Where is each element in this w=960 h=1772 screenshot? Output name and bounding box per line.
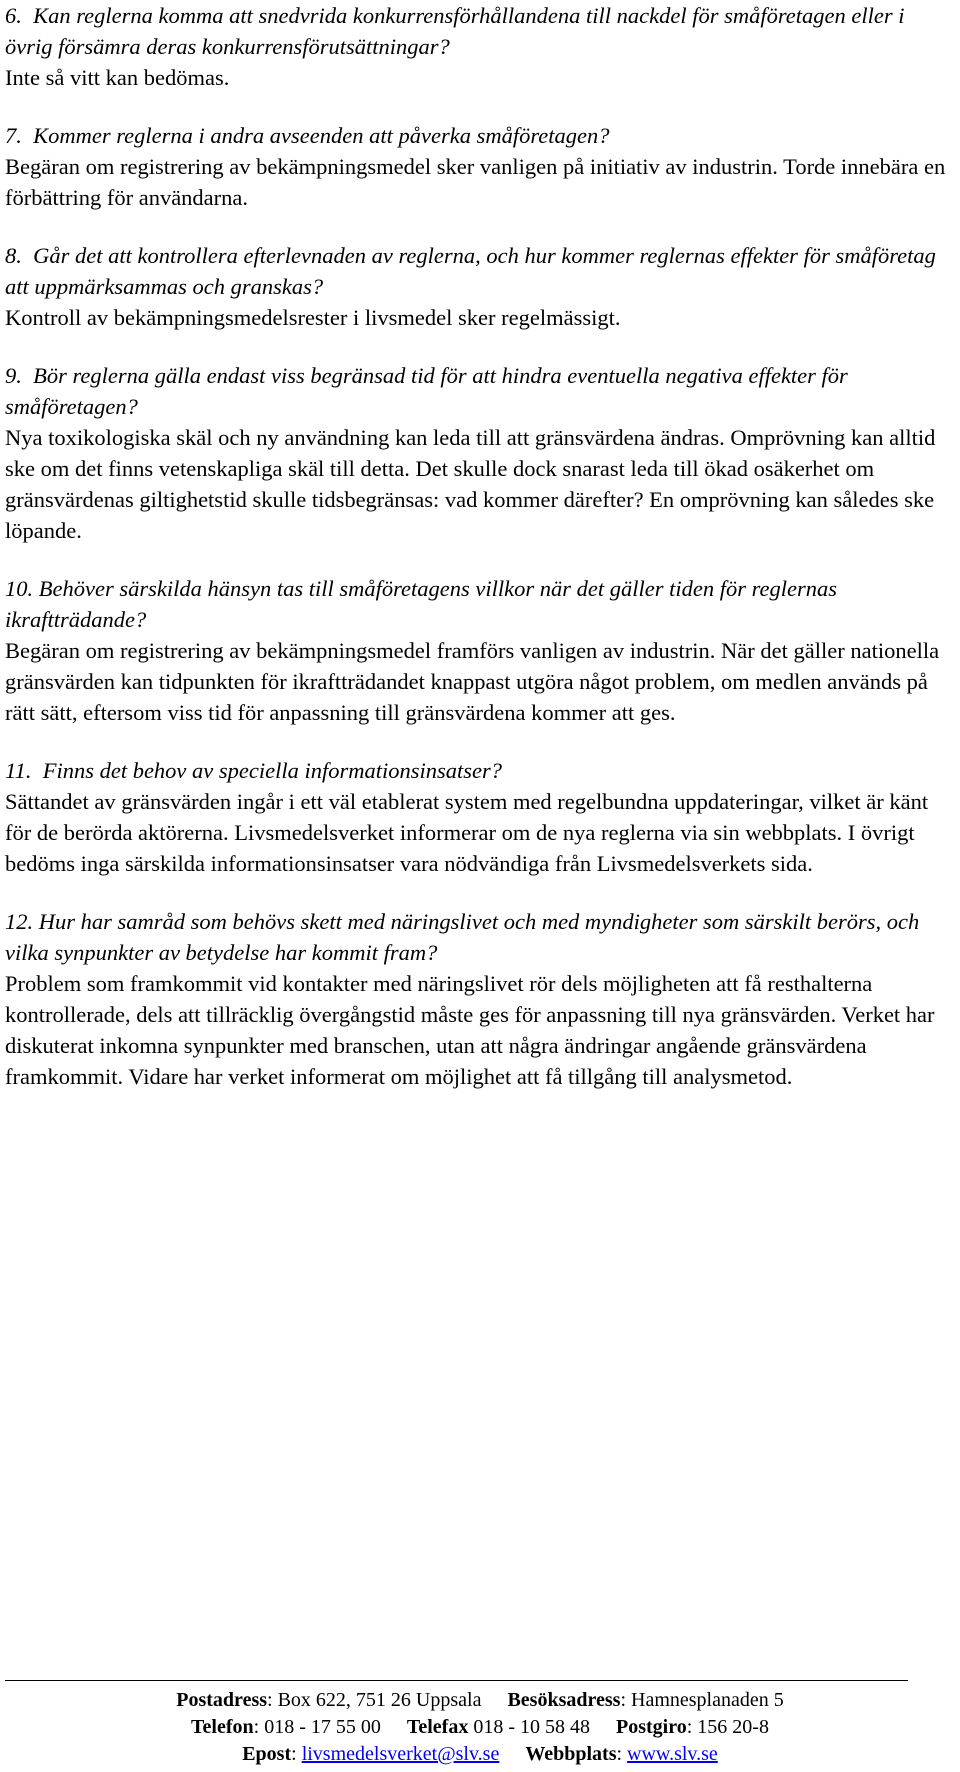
section-12 bbox=[5, 906, 950, 1092]
footer-address-line bbox=[0, 1687, 960, 1714]
webbplats-link[interactable]: www.slv.se bbox=[627, 1743, 718, 1765]
epost-label: Epost bbox=[242, 1743, 292, 1765]
telefax-value: 018 - 10 58 48 bbox=[468, 1716, 591, 1738]
telefon-value: : 018 - 17 55 00 bbox=[253, 1716, 381, 1738]
section-11 bbox=[5, 755, 950, 879]
answer-7: Begäran om registrering av bekämpningsmedel sker vanligen på initiativ av industrin. Torde innebära en förbättring för användarna. bbox=[5, 154, 951, 210]
besoksadress-label: Besöksadress bbox=[507, 1689, 621, 1711]
telefon-label: Telefon bbox=[191, 1716, 254, 1738]
postadress-value: : Box 622, 751 26 Uppsala bbox=[267, 1689, 482, 1711]
webbplats-colon: : bbox=[616, 1743, 628, 1765]
question-11: 11. Finns det behov av speciella informationsinsatser? bbox=[5, 758, 503, 783]
besoksadress-value: : Hamnesplanaden 5 bbox=[620, 1689, 784, 1711]
question-6: 6. Kan reglerna komma att snedvrida konkurrensförhållandena till nackdel för småföretagen eller i övrig försämra deras konkurrensförutsättningar? bbox=[5, 3, 911, 59]
footer-contact-line bbox=[0, 1741, 960, 1768]
footer-divider bbox=[5, 1680, 908, 1681]
epost-link[interactable]: livsmedelsverket@slv.se bbox=[301, 1743, 500, 1765]
footer bbox=[0, 1687, 960, 1768]
question-7: 7. Kommer reglerna i andra avseenden att påverka småföretagen? bbox=[5, 123, 610, 148]
question-9: 9. Bör reglerna gälla endast viss begränsad tid för att hindra eventuella negativa effekter för småföretagen? bbox=[5, 363, 854, 419]
question-8: 8. Går det att kontrollera efterlevnaden av reglerna, och hur kommer reglernas effekter för småföretag att uppmärksammas och granskas? bbox=[5, 243, 942, 299]
telefax-label: Telefax bbox=[406, 1716, 469, 1738]
answer-11: Sättandet av gränsvärden ingår i ett väl etablerat system med regelbundna uppdateringar, vilket är känt för de berörda aktörerna. Livsmedelsverket informerar om de nya reglerna via sin webbplats. I övrigt bedöms inga särskilda informationsinsatser vara nödvändiga från Livsmedelsverkets sida. bbox=[5, 789, 934, 876]
section-10 bbox=[5, 573, 950, 728]
question-12: 12. Hur har samråd som behövs skett med näringslivet och med myndigheter som särskilt berörs, och vilka synpunkter av betydelse har kommit fram? bbox=[5, 909, 925, 965]
answer-6: Inte så vitt kan bedömas. bbox=[5, 65, 230, 90]
postadress-label: Postadress bbox=[176, 1689, 268, 1711]
postgiro-label: Postgiro bbox=[616, 1716, 687, 1738]
document-body bbox=[5, 0, 950, 1119]
section-6 bbox=[5, 0, 950, 93]
answer-10: Begäran om registrering av bekämpningsmedel framförs vanligen av industrin. När det gäller nationella gränsvärden kan tidpunkten för ikraftträdandet knappast utgöra något problem, om medlen används på rätt sätt, eftersom viss tid för anpassning till gränsvärdena kommer att ges. bbox=[5, 638, 945, 725]
webbplats-label: Webbplats bbox=[525, 1743, 617, 1765]
footer-phone-line bbox=[0, 1714, 960, 1741]
question-10: 10. Behöver särskilda hänsyn tas till småföretagens villkor när det gäller tiden för reglernas ikraftträdande? bbox=[5, 576, 843, 632]
postgiro-value: : 156 20-8 bbox=[686, 1716, 769, 1738]
answer-12: Problem som framkommit vid kontakter med näringslivet rör dels möjligheten att få resthalterna kontrollerade, dels att tillräcklig övergångstid måste ges för anpassning till nya gränsvärden. Verket har diskuterat inkomna synpunkter med branschen, utan att några ändringar angående gränsvärdena framkommit. Vidare har verket informerat om möjlighet att få tillgång till analysmetod. bbox=[5, 971, 941, 1089]
epost-colon: : bbox=[291, 1743, 302, 1765]
section-7 bbox=[5, 120, 950, 213]
answer-8: Kontroll av bekämpningsmedelsrester i livsmedel sker regelmässigt. bbox=[5, 305, 621, 330]
section-8 bbox=[5, 240, 950, 333]
section-9 bbox=[5, 360, 950, 546]
answer-9: Nya toxikologiska skäl och ny användning kan leda till att gränsvärdena ändras. Omprövning kan alltid ske om det finns vetenskapliga skäl till detta. Det skulle dock snarast leda till ökad osäkerhet om gränsvärdenas giltighetstid skulle tidsbegränsas: vad kommer därefter? En omprövning kan således ske löpande. bbox=[5, 425, 942, 543]
